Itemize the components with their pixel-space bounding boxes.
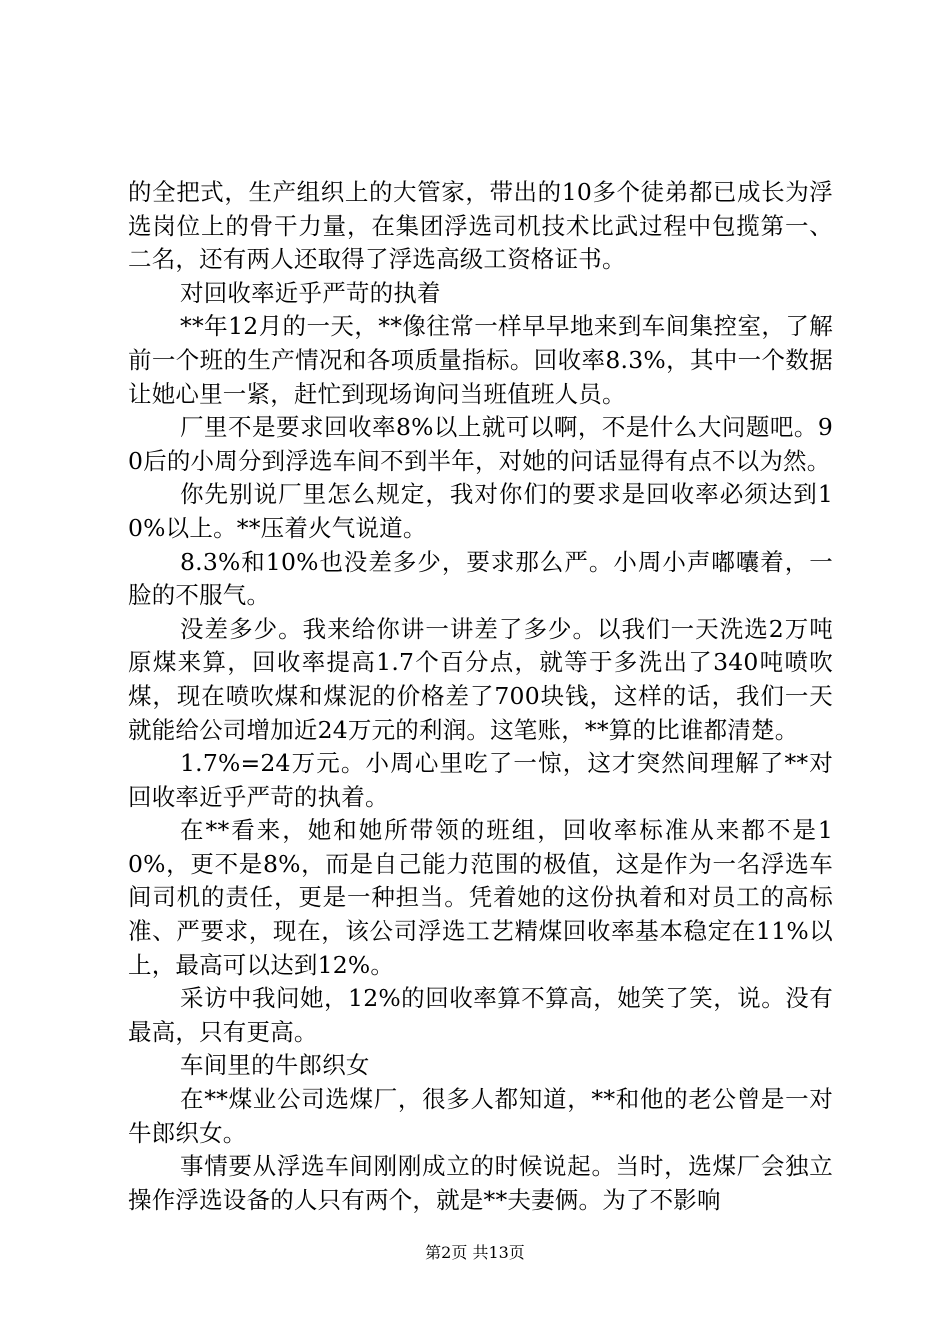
paragraph-10: 采访中我问她，12%的回收率算不算高，她笑了笑，说。没有最高，只有更高。 xyxy=(128,984,833,1046)
paragraph-1: 的全把式，生产组织上的大管家，带出的10多个徒弟都已成长为浮选岗位上的骨干力量，在集团浮选司机技术比武过程中包揽第一、二名，还有两人还取得了浮选高级工资格证书。 xyxy=(128,178,833,274)
paragraph-12: 在**煤业公司选煤厂，很多人都知道，**和他的老公曾是一对牛郎织女。 xyxy=(128,1085,833,1147)
paragraph-6: 8.3%和10%也没差多少，要求那么严。小周小声嘟囔着，一脸的不服气。 xyxy=(128,547,833,610)
page-footer: 第2页 共13页 xyxy=(425,1243,525,1262)
paragraph-9: 在**看来，她和她所带领的班组，回收率标准从来都不是10%，更不是8%，而是自己能力范围的极值，这是作为一名浮选车间司机的责任，更是一种担当。凭着她的这份执着和对员工的高标准、严要求，现在，该公司浮选工艺精煤回收率基本稳定在11%以上，最高可以达到12%。 xyxy=(128,816,833,979)
section-heading-cowherd-weaver: 车间里的牛郎织女 xyxy=(180,1051,370,1080)
section-heading-recovery-rate: 对回收率近乎严苛的执着 xyxy=(180,278,441,307)
document-body xyxy=(128,176,833,1217)
paragraph-8: 1.7%=24万元。小周心里吃了一惊，这才突然间理解了**对回收率近乎严苛的执着。 xyxy=(128,749,833,811)
paragraph-4: 厂里不是要求回收率8%以上就可以啊，不是什么大问题吧。90后的小周分到浮选车间不到半年，对她的问话显得有点不以为然。 xyxy=(128,413,833,475)
paragraph-7: 没差多少。我来给你讲一讲差了多少。以我们一天洗选2万吨原煤来算，回收率提高1.7个百分点，就等于多洗出了340吨喷吹煤，现在喷吹煤和煤泥的价格差了700块钱，这样的话，我们一天就能给公司增加近24万元的利润。这笔账，**算的比谁都清楚。 xyxy=(128,614,833,744)
paragraph-3: **年12月的一天，**像往常一样早早地来到车间集控室，了解前一个班的生产情况和各项质量指标。回收率8.3%，其中一个数据让她心里一紧，赶忙到现场询问当班值班人员。 xyxy=(128,312,833,408)
paragraph-5: 你先别说厂里怎么规定，我对你们的要求是回收率必须达到10%以上。**压着火气说道。 xyxy=(128,480,833,542)
paragraph-13: 事情要从浮选车间刚刚成立的时候说起。当时，选煤厂会独立操作浮选设备的人只有两个，就是**夫妻俩。为了不影响 xyxy=(128,1152,833,1214)
